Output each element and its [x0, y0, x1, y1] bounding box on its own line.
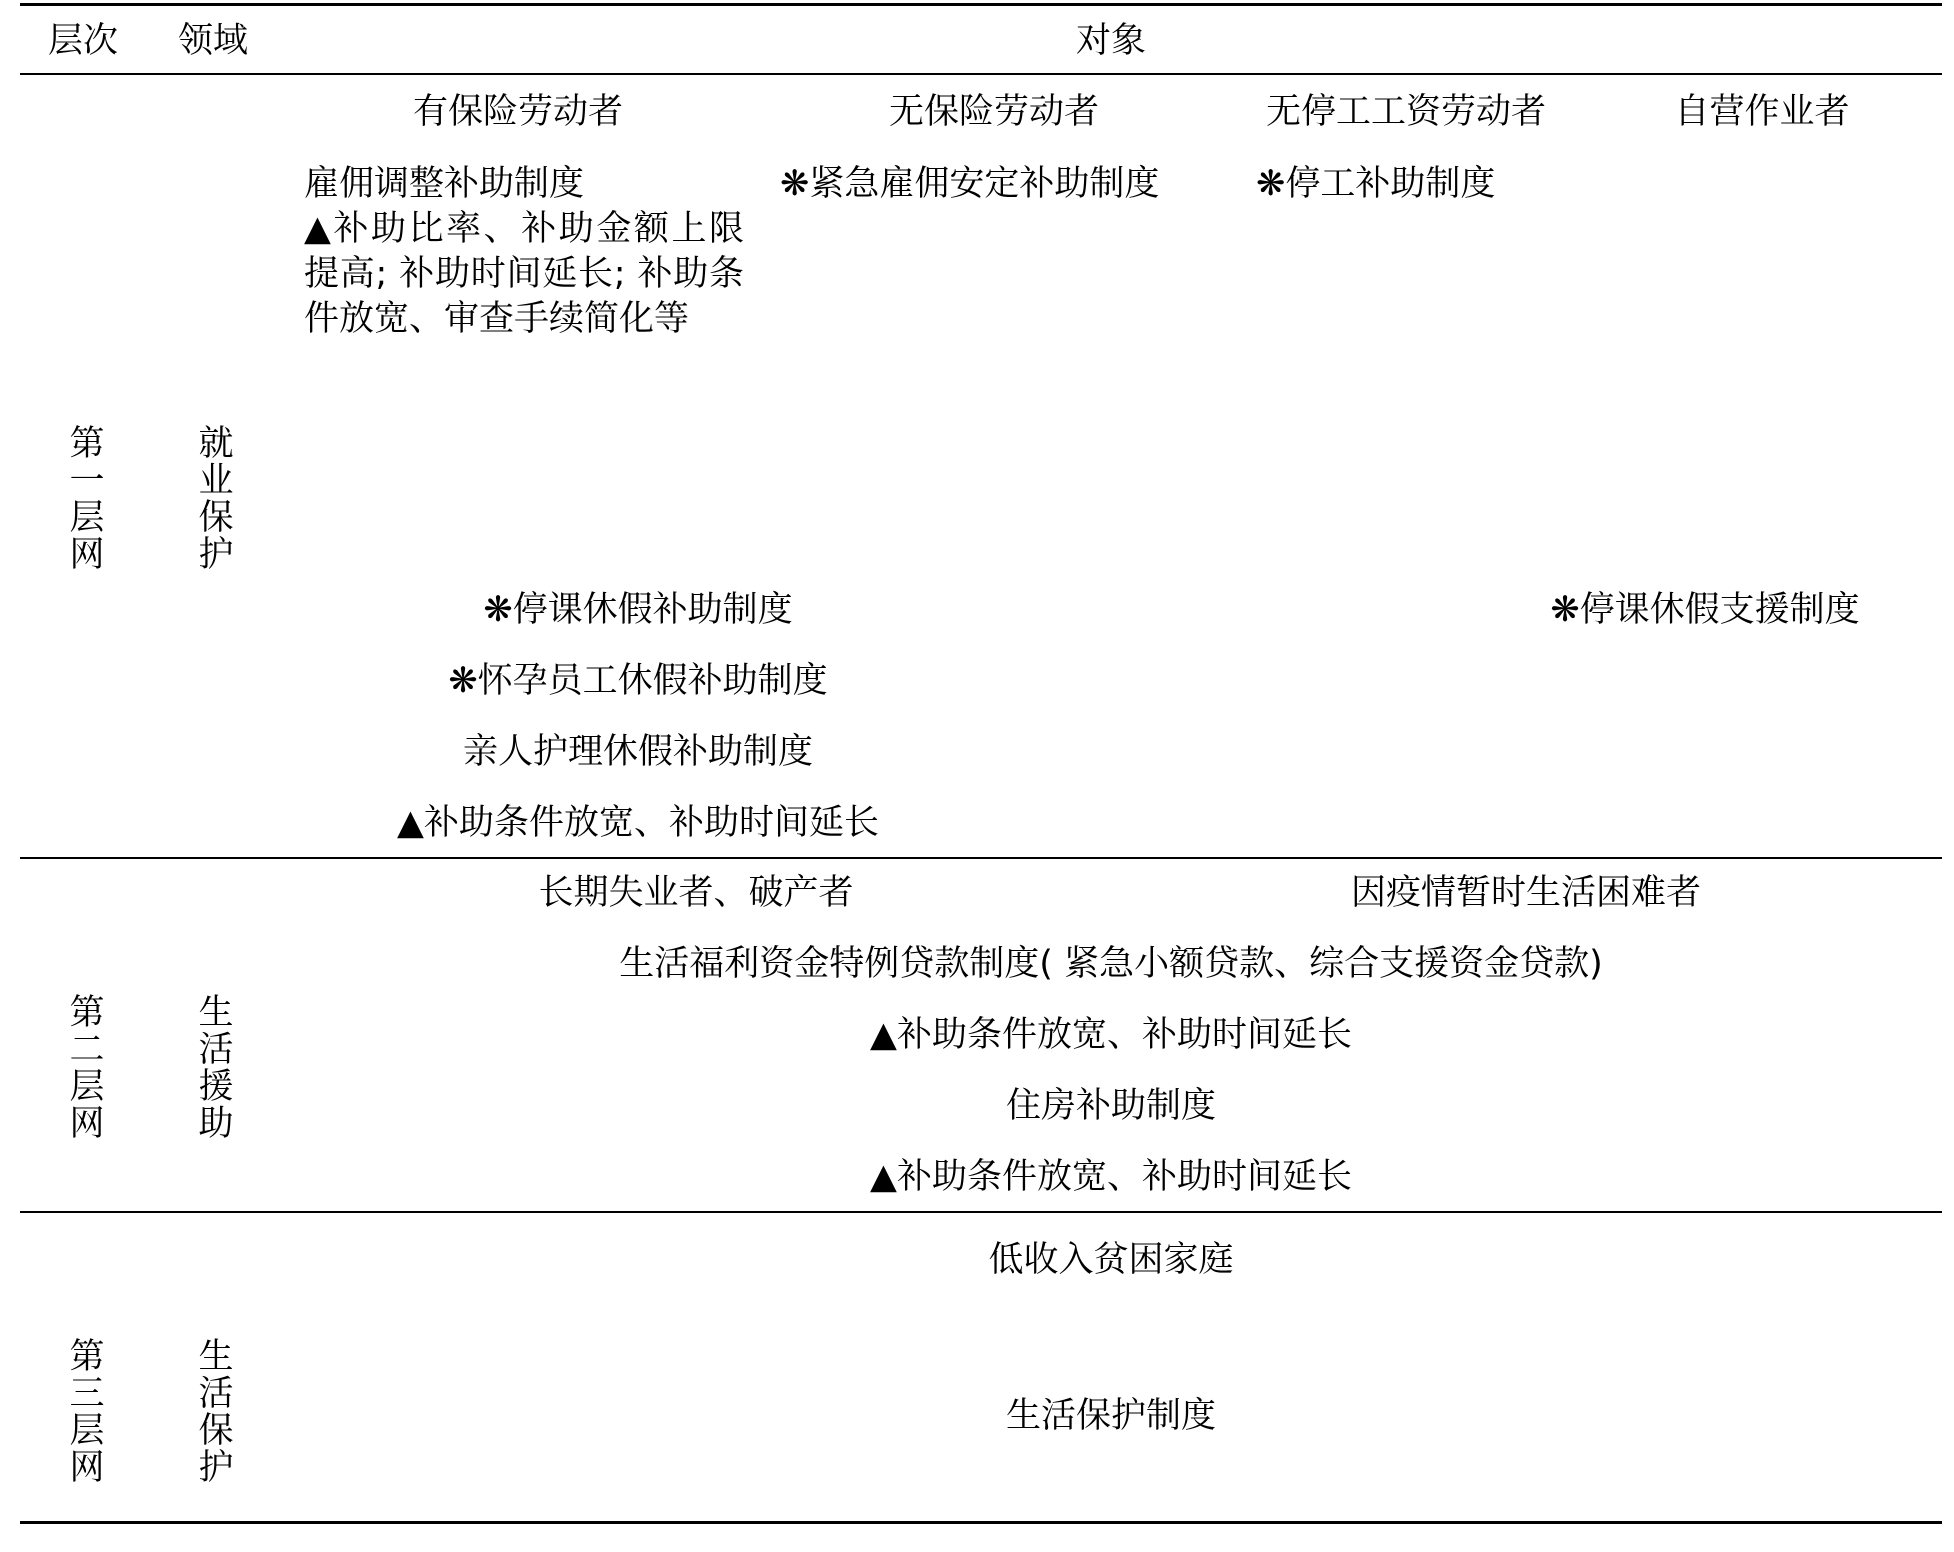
welfare-fund-loan: 生活福利资金特例贷款制度( 紧急小额贷款、综合支援资金贷款): [619, 944, 1603, 984]
livelihood-protection-system: 生活保护制度: [1005, 1396, 1217, 1436]
housing-subsidy: 住房补助制度: [1005, 1086, 1217, 1126]
tier3-field: 生活保护: [198, 1337, 234, 1488]
tier1-relaxation-note: ▲补助条件放宽、补助时间延长: [397, 803, 879, 843]
group-temporary-hardship: 因疫情暂时生活困难者: [1350, 873, 1702, 913]
header-level: 层次: [48, 21, 119, 61]
tier1-bottom-rule: [20, 857, 1942, 859]
tier3-level: 第三层网: [69, 1337, 105, 1488]
group-no-shutdown-pay: 无停工工资劳动者: [1265, 92, 1547, 132]
group-long-term-unemployed: 长期失业者、破产者: [538, 873, 854, 913]
header-target: 对象: [1075, 21, 1147, 61]
shutdown-subsidy: ❋停工补助制度: [1256, 164, 1496, 204]
family-care-leave-subsidy: 亲人护理休假补助制度: [462, 732, 814, 772]
school-closure-support: ❋停课休假支援制度: [1550, 590, 1860, 630]
header-bottom-rule: [20, 73, 1942, 75]
tier1-field: 就业保护: [198, 424, 234, 575]
pregnant-leave-subsidy: ❋怀孕员工休假补助制度: [448, 661, 828, 701]
emergency-employment-subsidy: ❋紧急雇佣安定补助制度: [780, 164, 1160, 204]
tier2-field: 生活援助: [198, 993, 234, 1144]
group-insured: 有保险劳动者: [412, 92, 624, 132]
school-closure-leave-subsidy: ❋停课休假补助制度: [483, 590, 793, 630]
tier2-level: 第二层网: [69, 993, 105, 1144]
header-field: 领域: [178, 21, 249, 61]
employment-adjustment-title: 雇佣调整补助制度: [304, 164, 585, 204]
group-uninsured: 无保险劳动者: [888, 92, 1100, 132]
employment-adjustment-note: ▲补助比率、补助金额上限提高; 补助时间延长; 补助条件放宽、审查手续简化等: [304, 209, 744, 339]
tier1-level: 第一层网: [69, 424, 105, 575]
welfare-loan-note: ▲补助条件放宽、补助时间延长: [870, 1015, 1352, 1055]
group-self-employed: 自营作业者: [1674, 92, 1850, 132]
table-bottom-rule: [20, 1521, 1942, 1524]
housing-subsidy-note: ▲补助条件放宽、补助时间延长: [870, 1157, 1352, 1197]
group-low-income-households: 低收入贫困家庭: [988, 1240, 1234, 1280]
table-top-rule: [20, 3, 1942, 6]
tier2-bottom-rule: [20, 1211, 1942, 1213]
